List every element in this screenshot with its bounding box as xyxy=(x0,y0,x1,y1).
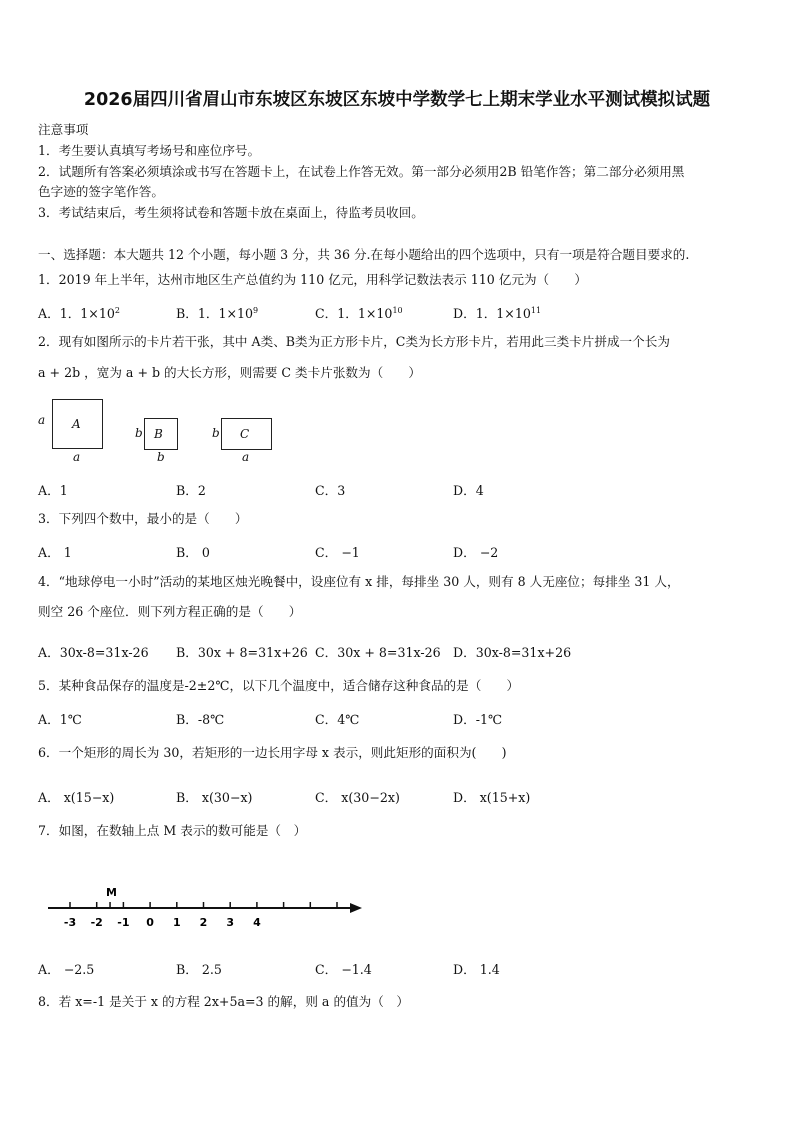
q5-option-c: C．4℃ xyxy=(315,712,360,727)
q3-option-d: D． −2 xyxy=(453,545,499,560)
q1-option-b: B．1．$1\times 10^9$ xyxy=(176,306,259,321)
number-line-tick-label: 3 xyxy=(226,916,235,929)
card-c-bottom-label: a xyxy=(242,450,250,464)
question-2-stem: 2．现有如图所示的卡片若干张，其中 A类、B类为正方形卡片，C类为长方形卡片，若用此三类卡片拼成一个长为 xyxy=(38,334,670,349)
question-5-stem: 5．某种食品保存的温度是-2±2℃，以下几个温度中，适合储存这种食品的是（ ） xyxy=(38,678,520,693)
q6-option-d: D． x(15+x) xyxy=(453,790,531,805)
question-3-stem: 3．下列四个数中，最小的是（ ） xyxy=(38,511,248,526)
card-a-side-label: a xyxy=(38,413,46,427)
notice-item: 3．考试结束后，考生须将试卷和答题卡放在桌面上，待监考员收回。 xyxy=(38,205,424,220)
number-line-tick-label: 0 xyxy=(146,916,154,929)
q5-option-b: B．-8℃ xyxy=(176,712,225,727)
q2-option-c: C．3 xyxy=(315,483,346,498)
card-b-label: B xyxy=(154,427,163,441)
q6-option-c: C． x(30−2x) xyxy=(315,790,400,805)
number-line xyxy=(40,880,370,935)
q6-option-a: A． x(15−x) xyxy=(38,790,115,805)
question-7-stem: 7．如图，在数轴上点 M 表示的数可能是（ ） xyxy=(38,823,307,838)
q4-option-a: A．30x-8=31x-26 xyxy=(38,645,149,660)
card-c-side-label: b xyxy=(212,426,220,440)
q2-option-a: A．1 xyxy=(38,483,68,498)
question-8-stem: 8．若 x=-1 是关于 x 的方程 2x+5a=3 的解，则 a 的值为（ ） xyxy=(38,994,410,1009)
page-title: 2026届四川省眉山市东坡区东坡区东坡中学数学七上期末学业水平测试模拟试题 xyxy=(83,90,711,110)
q3-option-b: B． 0 xyxy=(176,545,210,560)
question-1-stem: 1．2019 年上半年，达州市地区生产总值约为 110 亿元，用科学记数法表示 110 亿元为（ ） xyxy=(38,272,587,287)
q1-option-a: A．1．$1\times 10^2$ xyxy=(38,306,120,321)
number-line-tick-label: 2 xyxy=(199,916,208,929)
q4-option-c: C．30x + 8=31x-26 xyxy=(315,645,441,660)
q4-option-b: B．30x + 8=31x+26 xyxy=(176,645,308,660)
card-a-bottom-label: a xyxy=(73,450,81,464)
notice-item: 色字迹的签字笔作答。 xyxy=(38,184,164,199)
number-line-tick-label: -2 xyxy=(90,916,103,929)
question-4-stem-line2: 则空 26 个座位．则下列方程正确的是（ ） xyxy=(38,604,302,619)
q7-option-c: C． −1.4 xyxy=(315,962,372,977)
card-b-side-label: b xyxy=(135,426,143,440)
number-line-tick-label: -1 xyxy=(117,916,130,929)
q1-option-d: D．1．$1\times 10^{11}$ xyxy=(453,306,542,321)
point-m-label: M xyxy=(106,886,118,899)
card-b-bottom-label: b xyxy=(157,450,165,464)
q2-option-b: B．2 xyxy=(176,483,206,498)
q7-option-a: A． −2.5 xyxy=(38,962,95,977)
q3-option-a: A． 1 xyxy=(38,545,72,560)
card-a-label: A xyxy=(72,417,81,431)
q3-option-c: C． −1 xyxy=(315,545,360,560)
section-heading: 一、选择题：本大题共 12 个小题，每小题 3 分，共 36 分.在每小题给出的四个选项中，只有一项是符合题目要求的. xyxy=(38,247,690,262)
notice-item: 1．考生要认真填写考场号和座位序号。 xyxy=(38,143,261,158)
q7-option-b: B． 2.5 xyxy=(176,962,222,977)
question-6-stem: 6．一个矩形的周长为 30，若矩形的一边长用字母 x 表示，则此矩形的面积为( ) xyxy=(38,745,507,760)
q5-option-a: A．1℃ xyxy=(38,712,82,727)
q4-option-d: D．30x-8=31x+26 xyxy=(453,645,572,660)
q5-option-d: D．-1℃ xyxy=(453,712,503,727)
q2-option-d: D．4 xyxy=(453,483,484,498)
notice-heading: 注意事项 xyxy=(38,122,89,137)
number-line-ticks xyxy=(64,902,337,929)
card-c-label: C xyxy=(240,427,250,441)
number-line-tick-label: 4 xyxy=(253,916,261,929)
question-2-stem-line2: a + 2b ，宽为 a + b 的大长方形，则需要 C 类卡片张数为（ ） xyxy=(38,365,421,380)
question-4-stem: 4．“地球停电一小时”活动的某地区烛光晚餐中，设座位有 x 排，每排坐 30 人，则有 8 人无座位；每排坐 31 人， xyxy=(38,574,680,589)
q6-option-b: B． x(30−x) xyxy=(176,790,253,805)
number-line-arrow xyxy=(350,903,362,913)
number-line-tick-label: -3 xyxy=(63,916,77,929)
q1-option-c: C．1．$1\times 10^{10}$ xyxy=(315,306,403,321)
number-line-tick-label: 1 xyxy=(172,916,181,929)
notice-item: 2．试题所有答案必须填涂或书写在答题卡上，在试卷上作答无效。第一部分必须用2B 铅笔作答；第二部分必须用黑 xyxy=(38,164,685,179)
q7-option-d: D． 1.4 xyxy=(453,962,500,977)
